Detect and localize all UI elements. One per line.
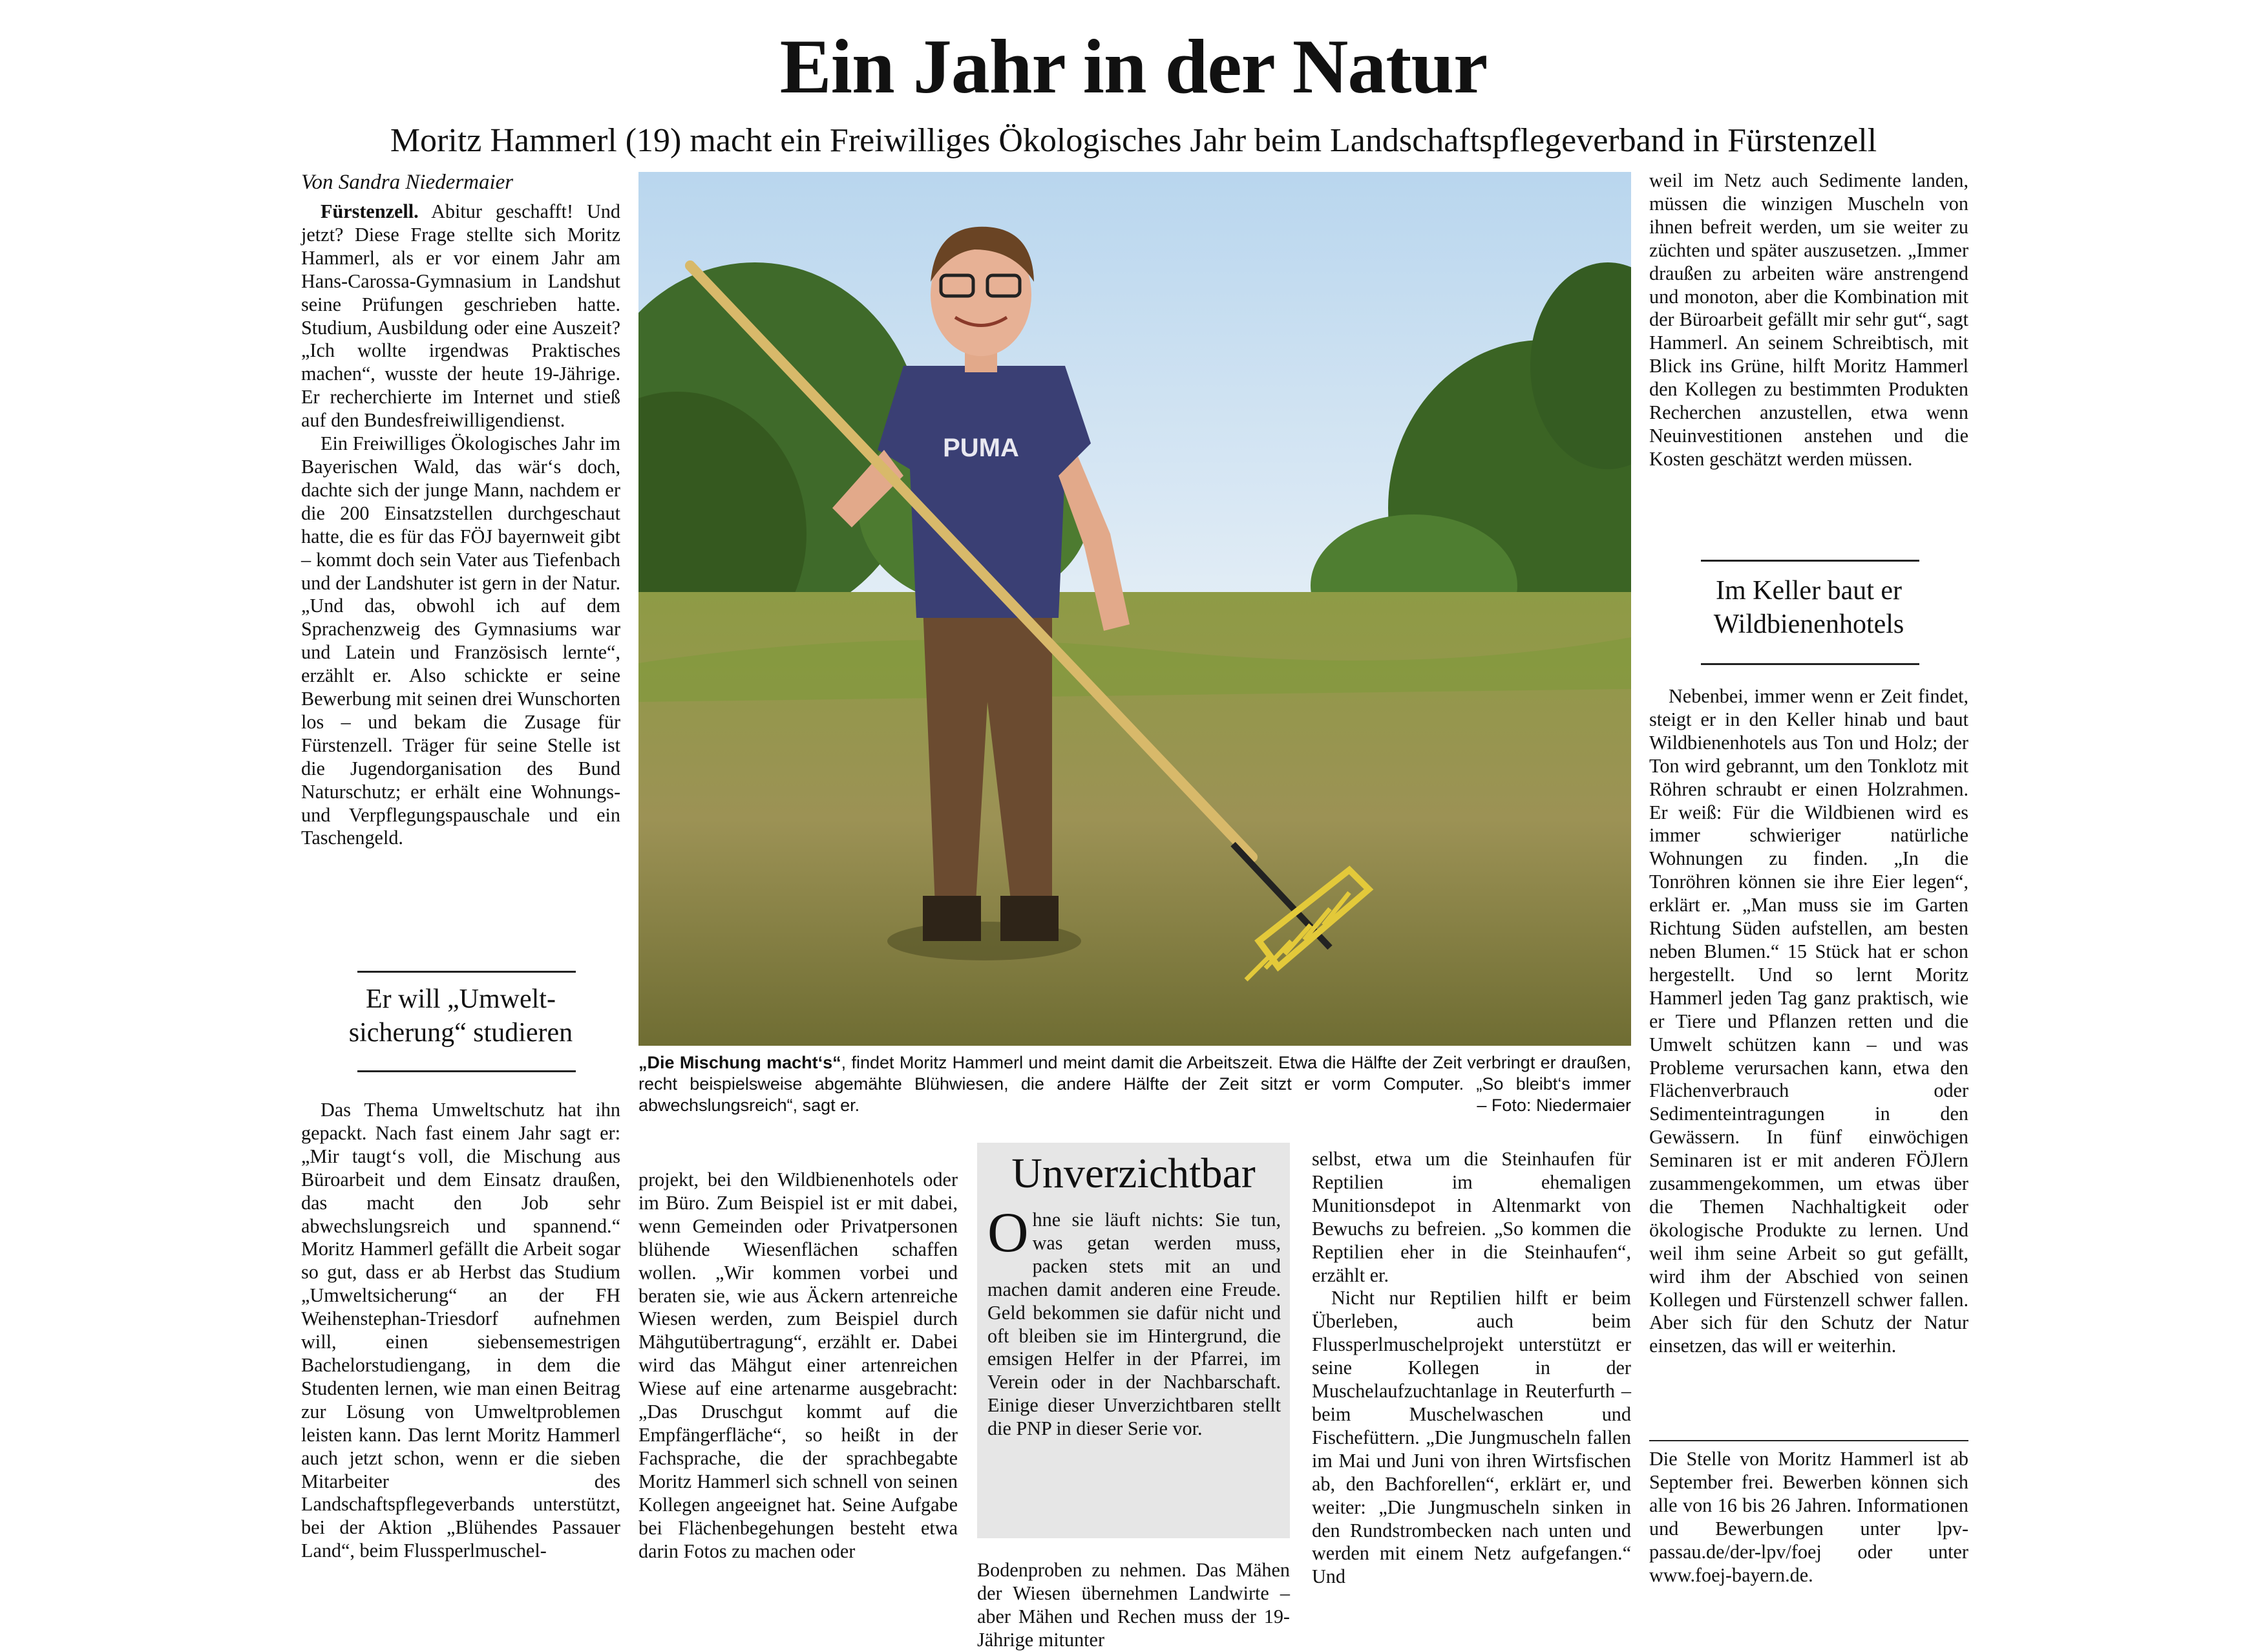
info-box-body: hne sie läuft nichts: Sie tun, was getan werden muss, packen stets mit an und machen damit anderen eine Freude. Geld bekommen sie dafür nicht und oft bleiben sie im Hintergrund, die emsigen Helfer in der Pfarrei, im Verein oder in der Nachbarschaft. Einige dieser Unverzichtbaren stellt die PNP in dieser Serie vor. (987, 1209, 1281, 1440)
paragraph: Das Thema Umweltschutz hat ihn gepackt. Nach fast einem Jahr sagt er: „Mir taugt‘s voll, die Mischung aus Büroarbeit und dem Einsatz draußen, das macht den Job sehr abwechslungsreich und spannend.“ Moritz Hammerl gefällt die Arbeit sogar so gut, dass er ab Herbst das Studium „Umweltsicherung“ an der FH Weihenstephan-Triesdorf aufnehmen will, einen siebensemestrigen Bachelorstudiengang, in dem die Studenten lernen, wie man einen Beitrag zur Lösung von Umweltproblemen leisten kann. Das lernt Moritz Hammerl auch jetzt schon, wenn er die sieben Mitarbeiter des Landschaftspflegeverbands unterstützt, bei der Aktion „Blühendes Passauer Land“, beim Flussperlmuschel- (301, 1099, 620, 1562)
column-5-continued (1649, 685, 1968, 1358)
intertitle-line: Er will „Umwelt- (366, 984, 556, 1014)
headline: Ein Jahr in der Natur (779, 23, 1488, 109)
column-2 (638, 1169, 958, 1563)
column-5 (1649, 169, 1968, 471)
drop-cap: O (987, 1202, 1029, 1264)
column-3 (977, 1559, 1290, 1652)
boot (923, 896, 981, 941)
intertitle (1649, 574, 1968, 641)
photo (638, 172, 1631, 1046)
byline: Von Sandra Niedermaier (301, 171, 514, 194)
divider (1701, 663, 1919, 665)
divider (1649, 1440, 1968, 1441)
subheadline: Moritz Hammerl (19) macht ein Freiwilliges Ökologisches Jahr beim Landschaftspflegeverband in Fürstenzell (390, 122, 1877, 159)
divider (357, 1070, 576, 1072)
info-box-title: Unverzichtbar (1011, 1150, 1256, 1197)
intertitle-line: Im Keller baut er (1715, 576, 1903, 606)
column-1-continued (301, 1099, 620, 1563)
paragraph (301, 200, 620, 432)
intertitle (301, 982, 620, 1050)
intertitle-line: sicherung“ studieren (348, 1018, 573, 1048)
photo-caption (638, 1052, 1631, 1116)
paragraph: Bodenproben zu nehmen. Das Mähen der Wiesen übernehmen Landwirte – aber Mähen und Rechen muss der 19-Jährige mitunter (977, 1559, 1290, 1651)
column-1 (301, 169, 620, 850)
paragraph: Ein Freiwilliges Ökologisches Jahr im Bayerischen Wald, das wär‘s doch, dachte sich der junge Mann, nachdem er die 200 Einsatzstellen durchgeschaut hatte, die es für das FÖJ bayernweit gibt – kommt doch sein Vater aus Tiefenbach und der Landshuter ist gern in der Natur. „Und das, obwohl ich auf dem Sprachenzweig des Gymnasiums war und Latein und Französisch lernte“, erzählt er. Also schickte er seine Bewerbung mit seinen drei Wunschorten los – und bekam die Zusage für Fürstenzell. Träger für seine Stelle ist die Jugendorganisation des Bund Naturschutz; er erhält eine Wohnungs- und Verpflegungspauschale und ein Taschengeld. (301, 432, 620, 849)
info-box-text (987, 1202, 1281, 1441)
column-5-footer (1649, 1448, 1968, 1587)
shirt-logo: PUMA (943, 434, 1019, 462)
paragraph: projekt, bei den Wildbienenhotels oder im Büro. Zum Beispiel ist er mit dabei, wenn Gemeinden oder Privatpersonen blühende Wiesenflächen schaffen wollen. „Wir kommen vorbei und beraten sie, wie aus Äckern artenreiche Wiesen werden, zum Beispiel durch Mähgutübertragung“, erzählt er. Dabei wird das Mähgut einer artenreichen Wiese auf eine artenarme ausgebracht: „Das Druschgut kommt auf die Empfängerfläche“, so heißt in der Fachsprache, die der sprachbegabte Moritz Hammerl sich schnell von seinen Kollegen angeeignet hat. Seine Aufgabe bei Flächenbegehungen besteht etwa darin Fotos zu machen oder (638, 1169, 958, 1562)
photo-credit: – Foto: Niedermaier (1477, 1096, 1631, 1115)
paragraph: Nicht nur Reptilien hilft er beim Überleben, auch beim Flussperlmuschelprojekt unterstützt er seine Kollegen in der Muschelaufzuchtanlage in Reuterfurth – beim Muschelwaschen und Fischefüttern. „Die Jungmuscheln fallen im Mai und Juni von ihren Wirtsfischen ab, den Bachforellen“, erklärt er, und weiter: „Die Jungmuscheln sinken in den Rundstrombecken nach unten und werden mit einem Netz aufgefangen.“ Und (1312, 1287, 1631, 1588)
dateline: Fürstenzell. (321, 200, 419, 222)
paragraph: selbst, etwa um die Steinhaufen für Reptilien im ehemaligen Munitionsdepot in Altenmarkt von Bewuchs zu befreien. „So kommen die Reptilien eher in die Steinhaufen“, erzählt er. (1312, 1148, 1631, 1286)
column-4 (1312, 1148, 1631, 1589)
caption-bold: „Die Mischung macht‘s“ (638, 1053, 841, 1072)
paragraph-text: Abitur geschafft! Und jetzt? Diese Frage stellte sich Moritz Hammerl, als er vor einem Jahr am Hans-Carossa-Gymnasium in Landshut seine Prüfungen geschrieben hatte. Studium, Ausbildung oder eine Auszeit? „Ich wollte irgendwas Praktisches machen“, wusste der heute 19-Jährige. Er recherchierte im Internet und stieß auf den Bundesfreiwilligendienst. (301, 200, 620, 432)
photo-illustration (638, 172, 1631, 1046)
divider (1701, 560, 1919, 562)
boot (1000, 896, 1059, 941)
divider (357, 971, 576, 973)
paragraph: weil im Netz auch Sedimente landen, müssen die winzigen Muscheln von ihnen befreit werden, um sie weiter zu züchten und später auszusetzen. „Immer draußen zu arbeiten wäre anstrengend und monoton, aber die Kombination mit der Büroarbeit gefällt mir sehr gut“, sagt Hammerl. An seinem Schreibtisch, mit Blick ins Grüne, hilft Moritz Hammerl den Kollegen zu bestimmten Produkten Recherchen anzustellen, etwa wenn Neuinvestitionen anstehen und die Kosten geschätzt werden müssen. (1649, 169, 1968, 470)
caption-text: , findet Moritz Hammerl und meint damit die Arbeitszeit. Etwa die Hälfte der Zeit verbringt er draußen, recht beispielsweise abgemähte Blühwiesen, die andere Hälfte der Zeit sitzt er vorm Computer. „So bleibt‘s immer abwechslungsreich“, sagt er. (638, 1053, 1631, 1115)
paragraph: Die Stelle von Moritz Hammerl ist ab September frei. Bewerben können sich alle von 16 bis 26 Jahren. Informationen und Bewerbungen unter lpv-passau.de/der-lpv/foej oder unter www.foej-bayern.de. (1649, 1448, 1968, 1586)
paragraph: Nebenbei, immer wenn er Zeit findet, steigt er in den Keller hinab und baut Wildbienenhotels aus Ton und Holz; der Ton wird gebrannt, um den Tonklotz mit Röhren schraubt er einen Holzrahmen. Er weiß: Für die Wildbienen wird es immer schwieriger natürliche Wohnungen zu finden. „In die Tonröhren können sie ihre Eier legen“, erklärt er. „Man muss sie im Garten Richtung Süden aufstellen, am besten neben Blumen.“ 15 Stück hat er schon hergestellt. Und so lernt Moritz Hammerl jeden Tag ganz praktisch, wie er Tiere und Pflanzen retten und die Umwelt schützen kann – und was Probleme verursachen kann, etwa den Flächenverbrauch oder Sedimenteintragungen in den Gewässern. In fünf einwöchigen Seminaren ist er mit anderen FÖJlern zusammengekommen, um etwas über die Themen Nachhaltigkeit oder ökologische Produkte zu lernen. Und weil ihm seine Arbeit so gut gefällt, wird ihm der Abschied von seinen Kollegen und Fürstenzell schwer fallen. Aber sich für den Schutz der Natur einsetzen, das will er weiterhin. (1649, 685, 1968, 1357)
intertitle-line: Wildbienenhotels (1713, 609, 1904, 639)
